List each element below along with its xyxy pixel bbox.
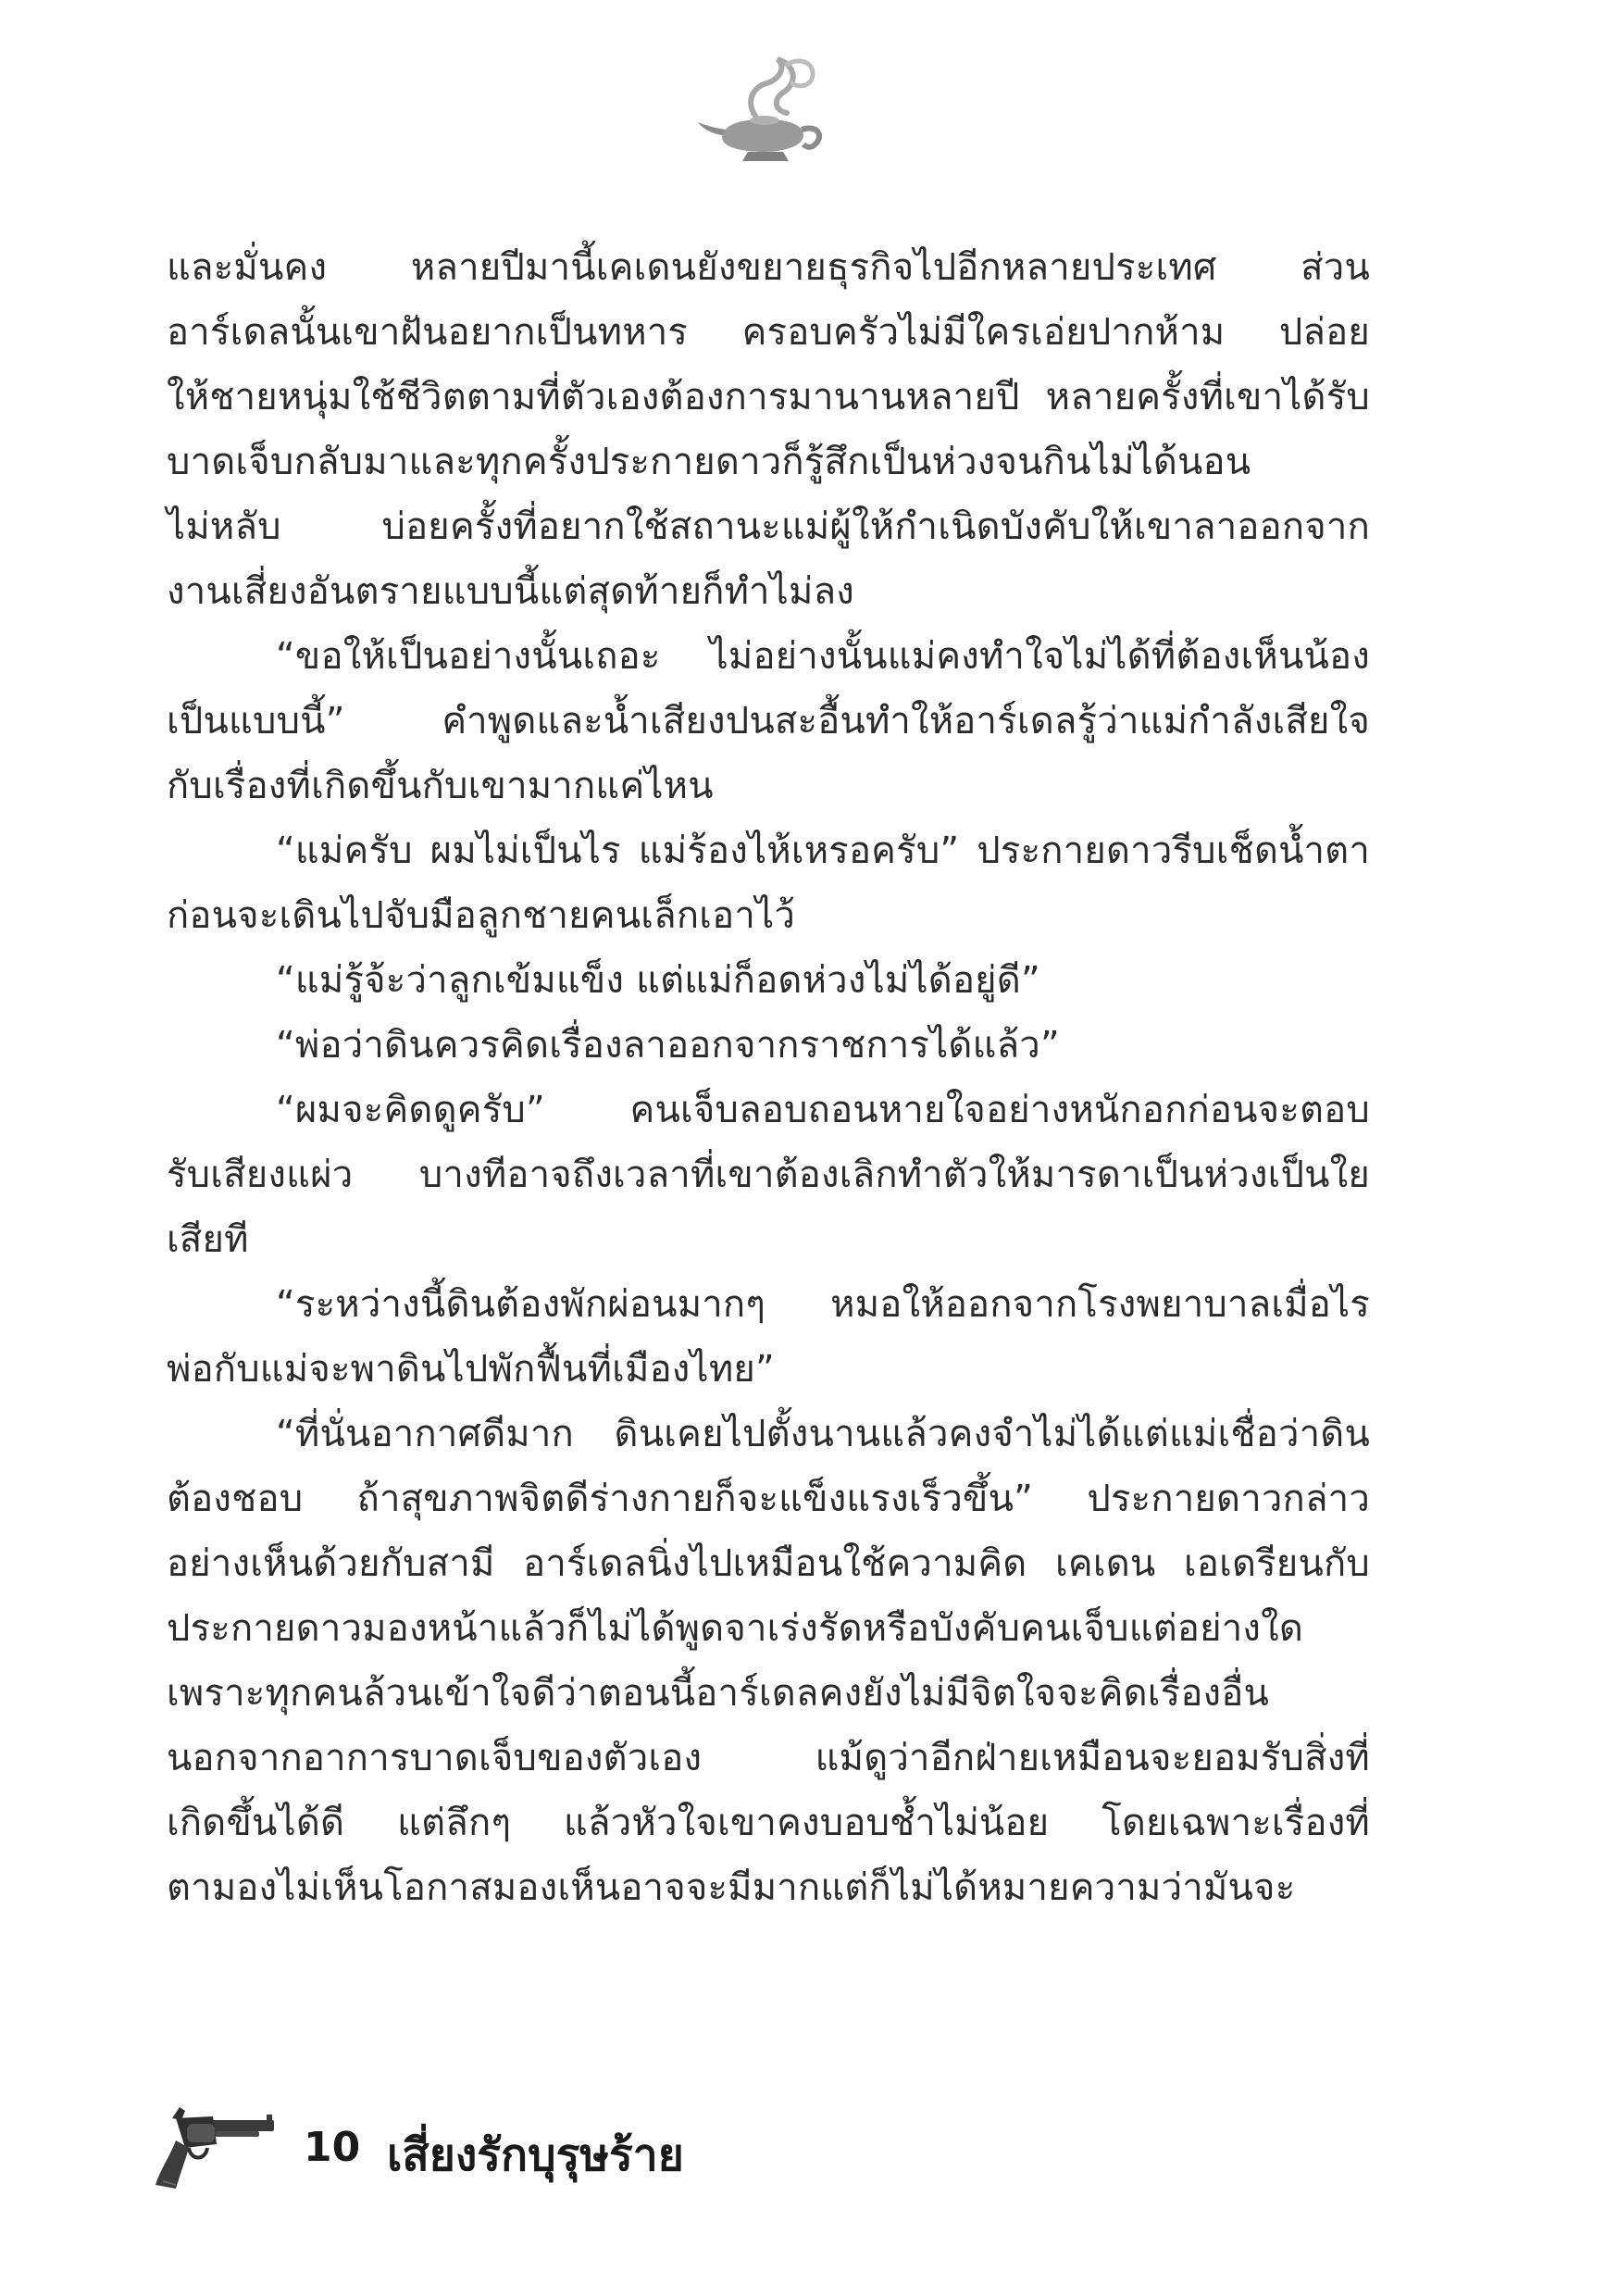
text-line: ตามองไม่เห็นโอกาสมองเห็นอาจจะมีมากแต่ก็ไม่ได้หมายความว่ามันจะ <box>167 1866 1296 1909</box>
text-line: อย่างเห็นด้วยกับสามี อาร์เดลนิ่งไปเหมือนใช้ความคิด เคเดน เอเดรียนกับ <box>167 1542 1370 1585</box>
text-line: “แม่ครับ ผมไม่เป็นไร แม่ร้องไห้เหรอครับ” ประกายดาวรีบเช็ดน้ำตา <box>276 830 1370 872</box>
text-line: บาดเจ็บกลับมาและทุกครั้งประกายดาวก็รู้สึกเป็นห่วงจนกินไม่ได้นอน <box>167 441 1251 483</box>
text-line: “ที่นั่นอากาศดีมาก ดินเคยไปตั้งนานแล้วคงจำไม่ได้แต่แม่เชื่อว่าดิน <box>276 1413 1370 1455</box>
text-line: และมั่นคง หลายปีมานี้เคเดนยังขยายธุรกิจไปอีกหลายประเทศ ส่วน <box>167 246 1370 289</box>
text-line: “ขอให้เป็นอย่างนั้นเถอะ ไม่อย่างนั้นแม่คงทำใจไม่ได้ที่ต้องเห็นน้อง <box>276 635 1370 678</box>
body-text <box>167 235 1370 1920</box>
book-title: เสี่ยงรักบุรุษร้าย <box>387 2129 684 2181</box>
text-line: เพราะทุกคนล้วนเข้าใจดีว่าตอนนี้อาร์เดลคงยังไม่มีจิตใจจะคิดเรื่องอื่น <box>167 1672 1270 1715</box>
text-line: “ผมจะคิดดูครับ” คนเจ็บลอบถอนหายใจอย่างหนักอกก่อนจะตอบ <box>276 1089 1370 1131</box>
text-line: นอกจากอาการบาดเจ็บของตัวเอง แม้ดูว่าอีกฝ่ายเหมือนจะยอมรับสิ่งที่ <box>167 1737 1370 1779</box>
text-line: เกิดขึ้นได้ดี แต่ลึกๆ แล้วหัวใจเขาคงบอบช้ำไม่น้อย โดยเฉพาะเรื่องที่ <box>167 1802 1370 1844</box>
text-line: กับเรื่องที่เกิดขึ้นกับเขามากแค่ไหน <box>167 765 714 807</box>
page-footer <box>148 2100 981 2192</box>
text-line: ก่อนจะเดินไปจับมือลูกชายคนเล็กเอาไว้ <box>167 894 796 937</box>
text-line: รับเสียงแผ่ว บางทีอาจถึงเวลาที่เขาต้องเลิกทำตัวให้มารดาเป็นห่วงเป็นใย <box>167 1154 1370 1196</box>
text-line: ประกายดาวมองหน้าแล้วก็ไม่ได้พูดจาเร่งรัดหรือบังคับคนเจ็บแต่อย่างใด <box>167 1607 1304 1650</box>
text-line: อาร์เดลนั้นเขาฝันอยากเป็นทหาร ครอบครัวไม่มีใครเอ่ยปากห้าม ปล่อย <box>167 311 1370 354</box>
text-line: “พ่อว่าดินควรคิดเรื่องลาออกจากราชการได้แล้ว” <box>276 1024 1060 1067</box>
revolver-icon <box>148 2100 278 2192</box>
text-line: เป็นแบบนี้” คำพูดและน้ำเสียงปนสะอื้นทำให้อาร์เดลรู้ว่าแม่กำลังเสียใจ <box>167 700 1370 742</box>
page-number: 10 <box>304 2124 361 2171</box>
text-line: ต้องชอบ ถ้าสุขภาพจิตดีร่างกายก็จะแข็งแรงเร็วขึ้น” ประกายดาวกล่าว <box>167 1478 1370 1520</box>
text-line: “แม่รู้จ้ะว่าลูกเข้มแข็ง แต่แม่ก็อดห่วงไม่ได้อยู่ดี” <box>276 959 1040 1002</box>
text-line: งานเสี่ยงอันตรายแบบนี้แต่สุดท้ายก็ทำไม่ลง <box>167 570 855 613</box>
text-line: พ่อกับแม่จะพาดินไปพักฟื้นที่เมืองไทย” <box>167 1348 775 1391</box>
text-line: เสียที <box>167 1218 249 1261</box>
text-line: ไม่หลับ บ่อยครั้งที่อยากใช้สถานะแม่ผู้ให้กำเนิดบังคับให้เขาลาออกจาก <box>167 505 1370 548</box>
genie-lamp-icon <box>694 56 833 167</box>
text-line: ให้ชายหนุ่มใช้ชีวิตตามที่ตัวเองต้องการมานานหลายปี หลายครั้งที่เขาได้รับ <box>167 376 1370 418</box>
text-line: “ระหว่างนี้ดินต้องพักผ่อนมากๆ หมอให้ออกจากโรงพยาบาลเมื่อไร <box>276 1283 1370 1326</box>
